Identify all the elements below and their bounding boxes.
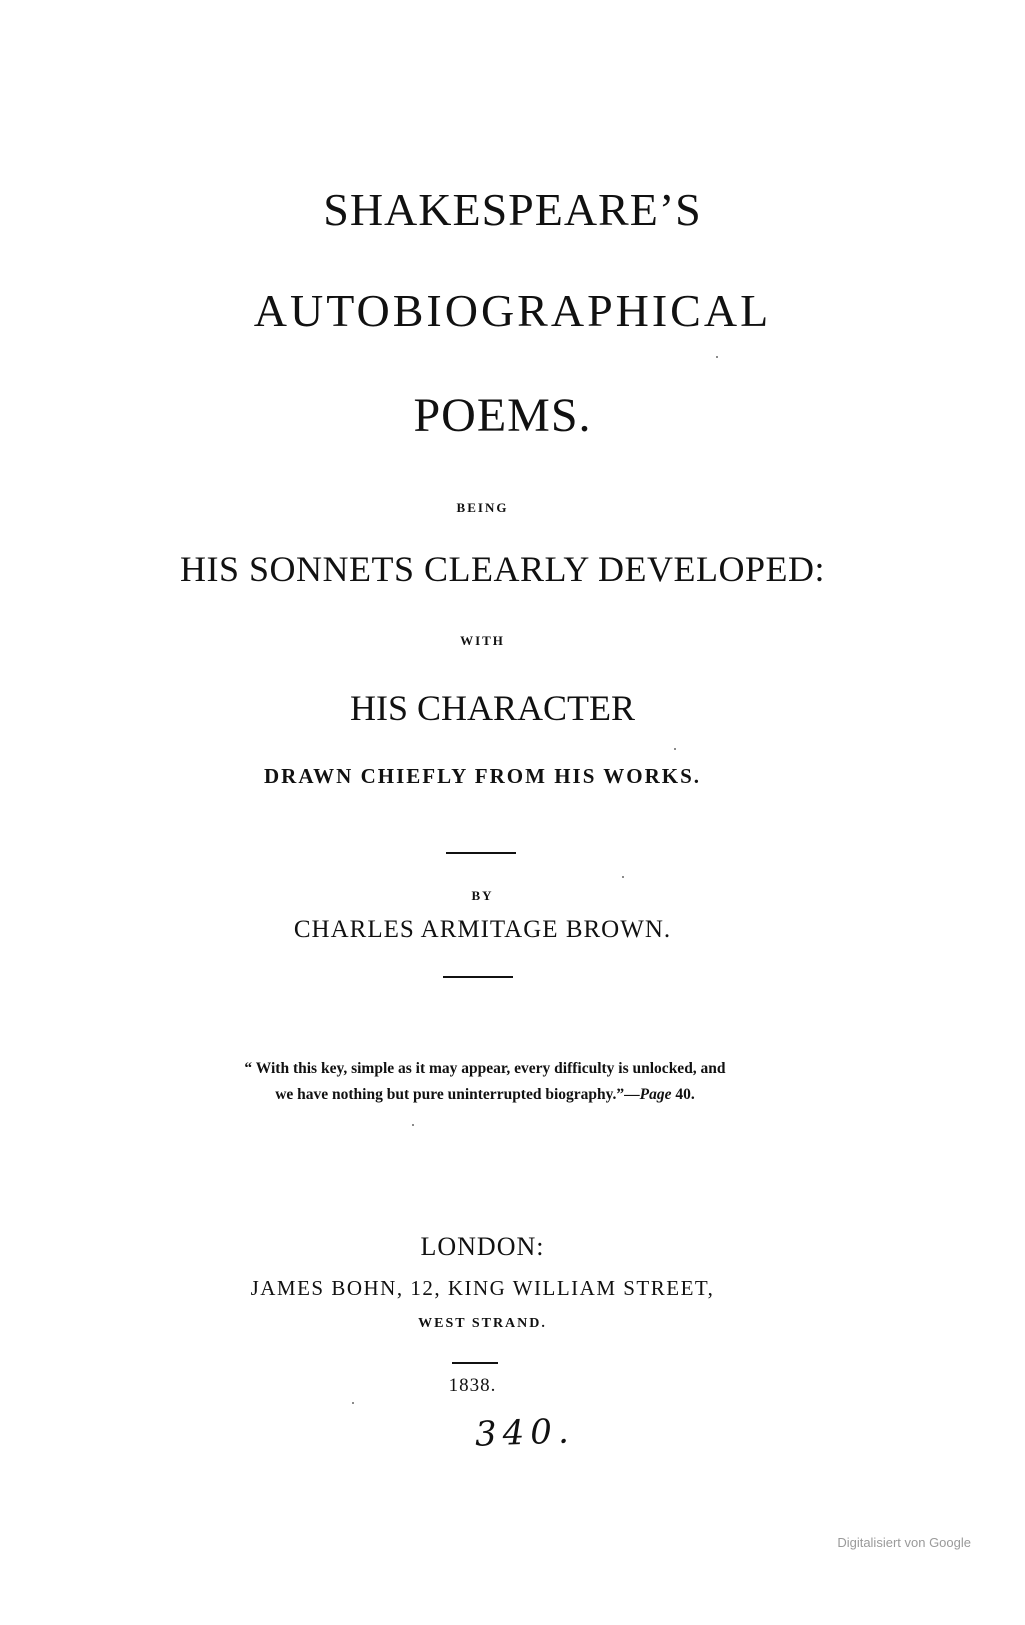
- epigraph-line: [160, 1082, 810, 1108]
- paper-speck: [716, 356, 718, 358]
- divider-rule: [446, 852, 516, 854]
- paper-speck: [622, 876, 624, 878]
- divider-rule: [452, 1362, 498, 1364]
- title-line-2: AUTOBIOGRAPHICAL: [253, 285, 772, 336]
- imprint-location: WEST STRAND.: [418, 1316, 547, 1331]
- digitization-watermark: Digitalisiert von Google: [837, 1535, 971, 1550]
- being-connector: BEING: [456, 500, 509, 515]
- imprint-publisher: JAMES BOHN, 12, KING WILLIAM STREET,: [250, 1276, 715, 1300]
- title-line-3: POEMS.: [413, 389, 592, 442]
- paper-speck: [674, 748, 676, 750]
- character-heading: HIS CHARACTER: [349, 688, 636, 728]
- epigraph: [160, 1056, 810, 1108]
- imprint-year: 1838.: [448, 1375, 497, 1396]
- drawn-from-works: DRAWN CHIEFLY FROM HIS WORKS.: [263, 764, 702, 788]
- epigraph-text: we have nothing but pure uninterrupted biography.”—: [275, 1086, 640, 1103]
- handwritten-shelf-number: 340.: [474, 1411, 576, 1455]
- author-name: CHARLES ARMITAGE BROWN.: [293, 916, 672, 943]
- epigraph-page-label: Page: [639, 1086, 672, 1103]
- paper-speck: [412, 1124, 414, 1126]
- epigraph-page-number: 40.: [671, 1086, 695, 1103]
- with-connector: WITH: [460, 633, 505, 648]
- imprint-city: LONDON:: [420, 1232, 545, 1261]
- title-line-1: SHAKESPEARE’S: [323, 184, 702, 235]
- divider-rule: [443, 976, 513, 978]
- subtitle: HIS SONNETS CLEARLY DEVELOPED:: [179, 549, 826, 589]
- epigraph-line: “ With this key, simple as it may appear, every difficulty is unlocked, and: [244, 1060, 726, 1077]
- paper-speck: [352, 1402, 354, 1404]
- by-connector: BY: [471, 888, 494, 903]
